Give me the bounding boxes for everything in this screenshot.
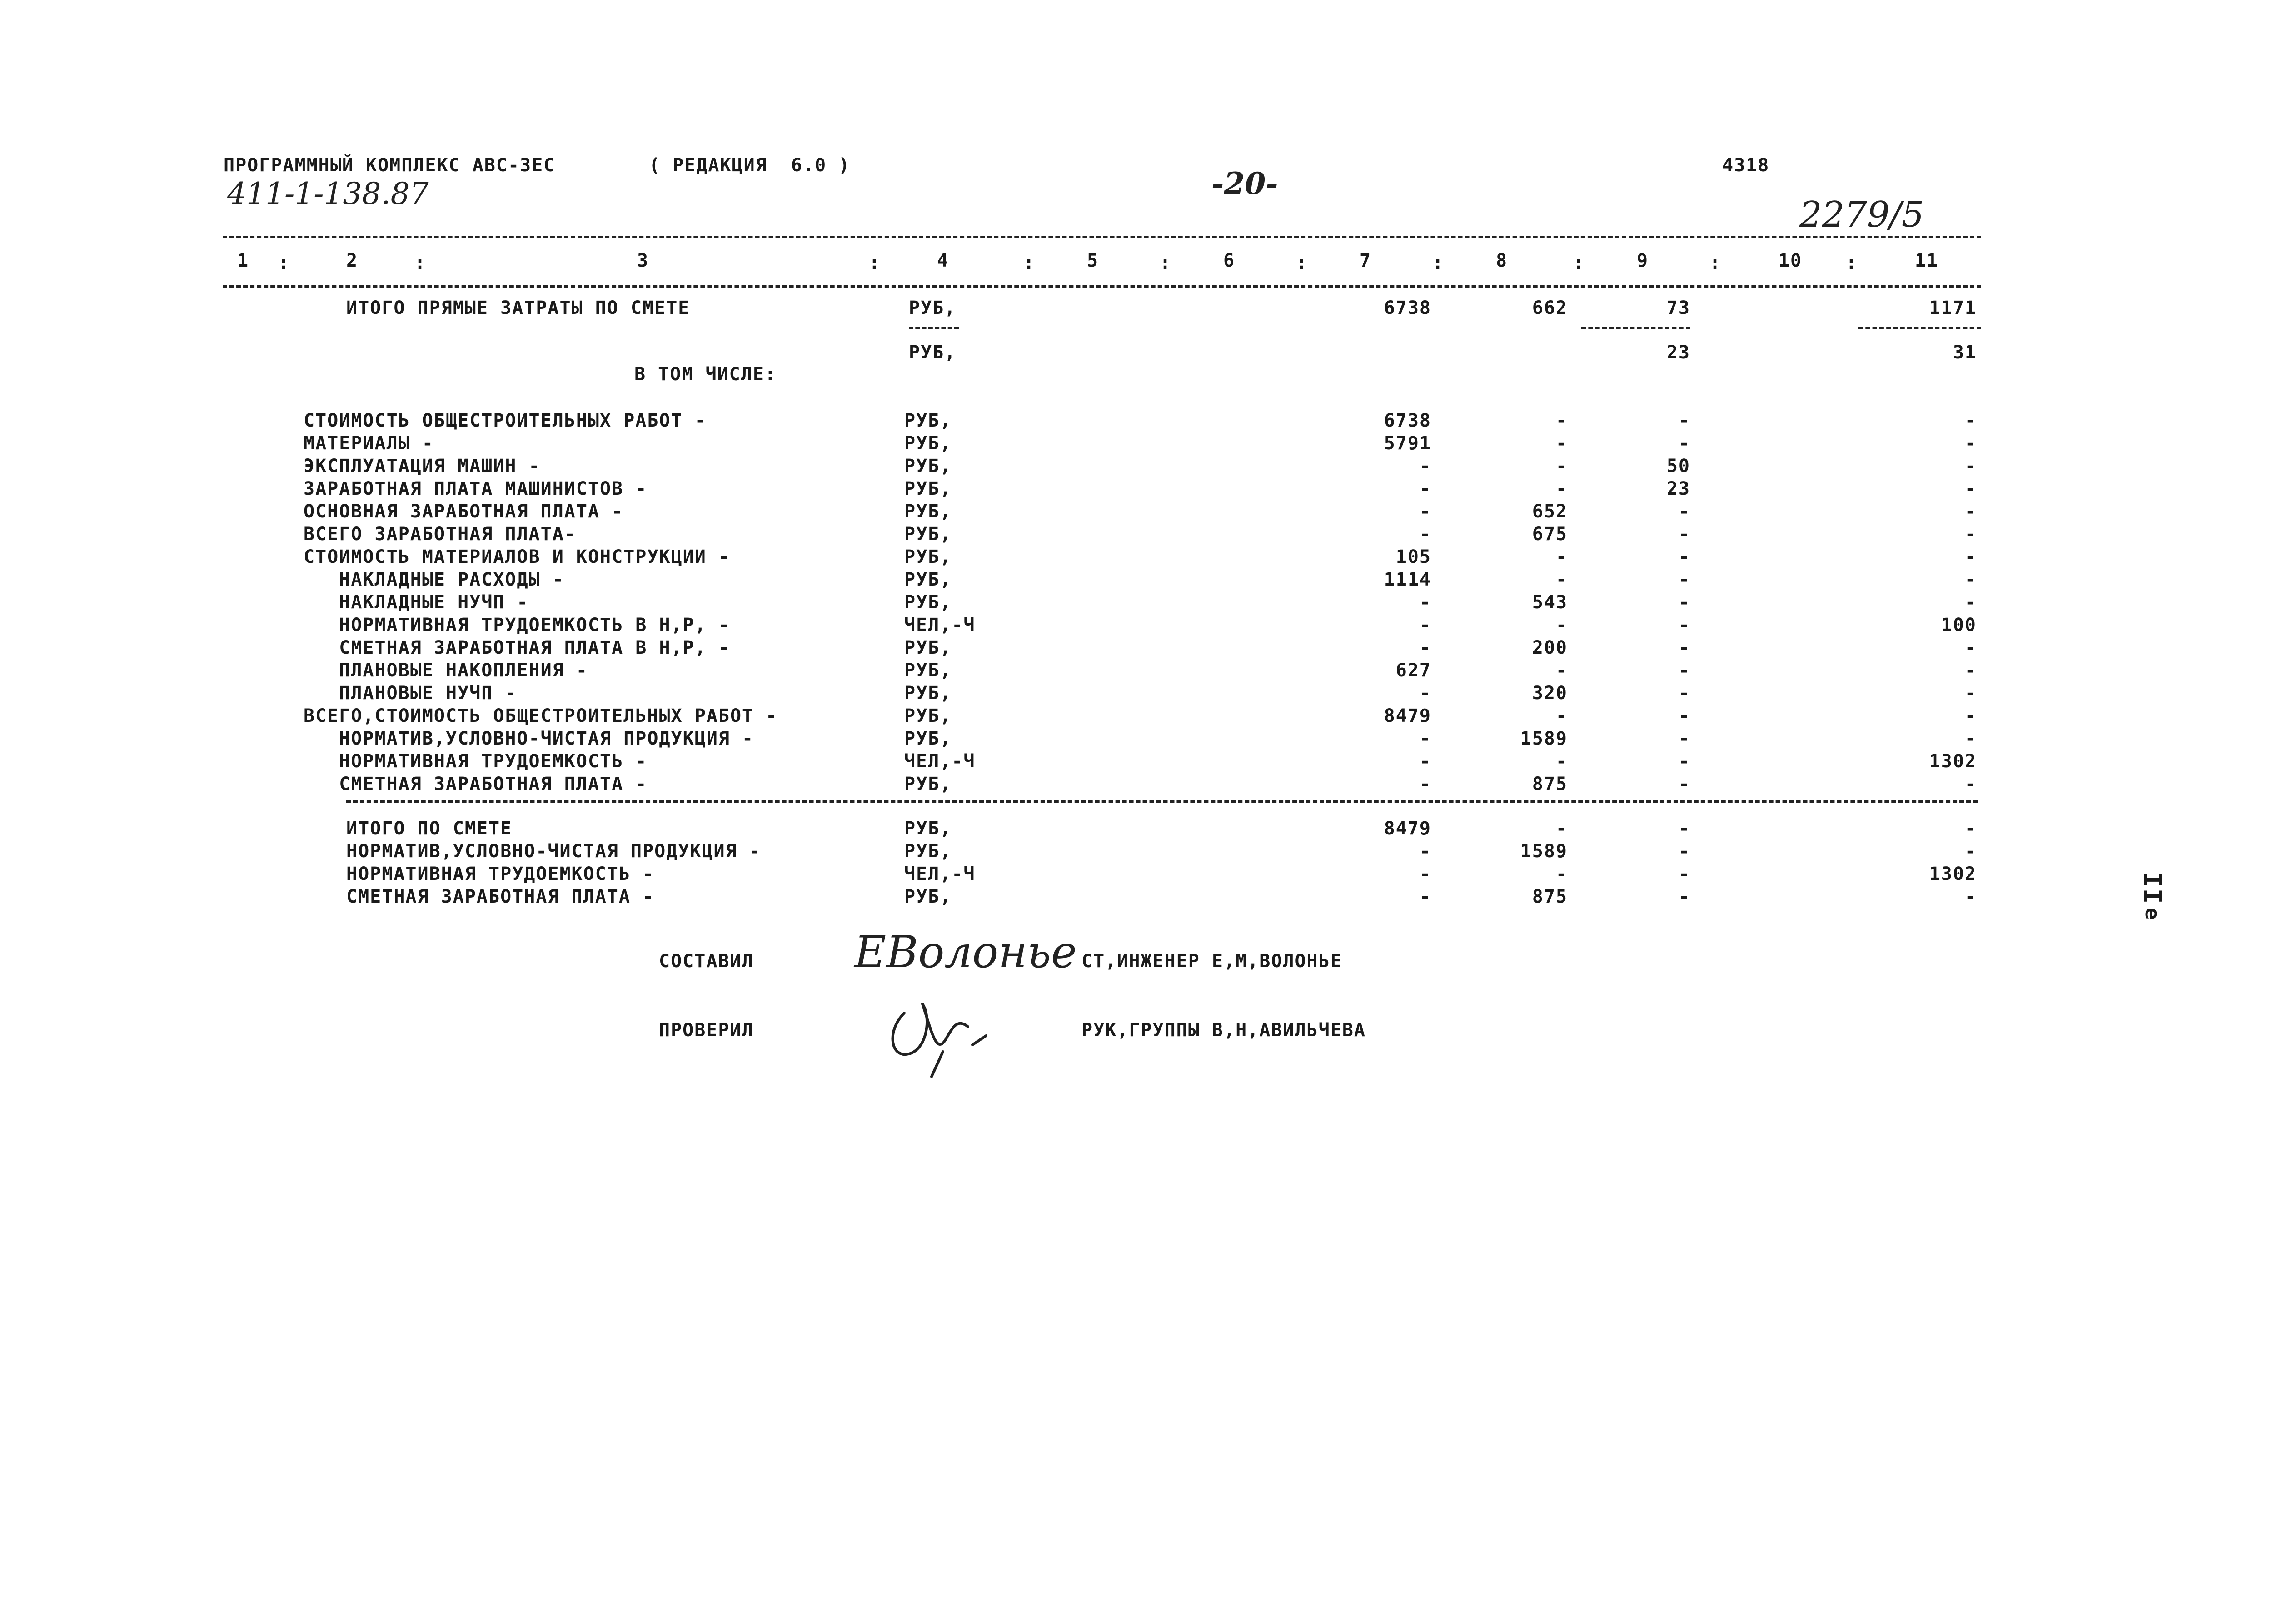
- row-label: НОРМАТИВ,УСЛОВНО-ЧИСТАЯ ПРОДУКЦИЯ -: [304, 728, 754, 749]
- col-separator: :: [1296, 253, 1308, 273]
- totals-label: ИТОГО ПРЯМЫЕ ЗАТРАТЫ ПО СМЕТЕ: [346, 298, 690, 318]
- totals-unit: РУБ,: [909, 298, 957, 318]
- row-col11: -: [1964, 592, 1977, 613]
- side-mark-sub: e: [2141, 908, 2164, 921]
- row-label: СМЕТНАЯ ЗАРАБОТНАЯ ПЛАТА В Н,Р, -: [304, 637, 730, 658]
- row-unit: РУБ,: [904, 774, 952, 795]
- row-col7: -: [1419, 886, 1431, 907]
- col-header-1: 1: [237, 250, 249, 271]
- row-col11: -: [1964, 569, 1977, 590]
- row-unit: РУБ,: [904, 660, 952, 681]
- row-unit: РУБ,: [904, 456, 952, 477]
- row-label: ПЛАНОВЫЕ НУЧП -: [304, 683, 517, 704]
- row-col7: -: [1419, 637, 1431, 658]
- row-col8: -: [1555, 410, 1568, 431]
- col-separator: :: [869, 253, 881, 273]
- program-title: ПРОГРАММНЫЙ КОМПЛЕКС АВС-3ЕС: [224, 155, 556, 176]
- row-col8: -: [1555, 660, 1568, 681]
- compiled-label: СОСТАВИЛ: [659, 951, 754, 972]
- row-col7: -: [1419, 615, 1431, 636]
- row-col9: -: [1678, 524, 1690, 545]
- row-col9: -: [1678, 592, 1690, 613]
- row-col8: 1589: [1520, 841, 1568, 862]
- totals-unit2: РУБ,: [909, 342, 957, 363]
- row-unit: РУБ,: [904, 501, 952, 522]
- row-label: НОРМАТИВНАЯ ТРУДОЕМКОСТЬ -: [346, 864, 655, 884]
- row-col9: -: [1678, 546, 1690, 567]
- row-label: СТОИМОСТЬ ОБЩЕСТРОИТЕЛЬНЫХ РАБОТ -: [304, 410, 707, 431]
- row-col9: -: [1678, 751, 1690, 772]
- row-col7: -: [1419, 841, 1431, 862]
- row-label: МАТЕРИАЛЫ -: [304, 433, 434, 454]
- row-col9: 50: [1666, 456, 1690, 477]
- col-header-7: 7: [1359, 250, 1372, 271]
- row-col7: -: [1419, 592, 1431, 613]
- row-col9: -: [1678, 501, 1690, 522]
- row-col7: -: [1419, 864, 1431, 884]
- col-separator: :: [414, 253, 427, 273]
- row-col11: -: [1964, 841, 1977, 862]
- totals-c11: 1171: [1929, 298, 1977, 318]
- row-col8: -: [1555, 864, 1568, 884]
- col-header-8: 8: [1495, 250, 1508, 271]
- row-col11: -: [1964, 705, 1977, 726]
- row-unit: РУБ,: [904, 546, 952, 567]
- row-col8: 875: [1532, 774, 1568, 795]
- row-col8: -: [1555, 705, 1568, 726]
- row-col11: -: [1964, 433, 1977, 454]
- row-label: НАКЛАДНЫЕ РАСХОДЫ -: [304, 569, 564, 590]
- row-label: ОСНОВНАЯ ЗАРАБОТНАЯ ПЛАТА -: [304, 501, 624, 522]
- row-col8: 543: [1532, 592, 1568, 613]
- row-col9: 23: [1666, 478, 1690, 499]
- totals-c8: 662: [1532, 298, 1568, 318]
- col-header-2: 2: [346, 250, 359, 271]
- row-col8: -: [1555, 615, 1568, 636]
- row-unit: РУБ,: [904, 818, 952, 839]
- compiled-signature: ЕВолонье: [854, 927, 1077, 978]
- stamp-number: 2279/5: [1799, 194, 1924, 235]
- checked-label: ПРОВЕРИЛ: [659, 1020, 754, 1041]
- row-col9: -: [1678, 841, 1690, 862]
- row-col9: -: [1678, 637, 1690, 658]
- row-col11: 1302: [1929, 864, 1977, 884]
- row-col7: 5791: [1384, 433, 1431, 454]
- totals-c9-sub: 23: [1666, 342, 1690, 363]
- rule-under-headers: [223, 285, 1981, 288]
- totals-c7: 6738: [1384, 298, 1431, 318]
- row-col7: 8479: [1384, 818, 1431, 839]
- row-unit: РУБ,: [904, 478, 952, 499]
- col-separator: :: [1846, 253, 1858, 273]
- row-label: НОРМАТИВ,УСЛОВНО-ЧИСТАЯ ПРОДУКЦИЯ -: [346, 841, 761, 862]
- row-col7: -: [1419, 774, 1431, 795]
- row-col8: -: [1555, 569, 1568, 590]
- row-unit: РУБ,: [904, 886, 952, 907]
- row-col7: -: [1419, 478, 1431, 499]
- col-separator: :: [278, 253, 290, 273]
- row-col7: 1114: [1384, 569, 1431, 590]
- row-col7: 105: [1395, 546, 1431, 567]
- page-number: -20-: [1211, 166, 1278, 201]
- rule-final: [346, 800, 1978, 803]
- row-unit: РУБ,: [904, 592, 952, 613]
- row-unit: РУБ,: [904, 705, 952, 726]
- row-label: НОРМАТИВНАЯ ТРУДОЕМКОСТЬ -: [304, 751, 648, 772]
- rule-top: [223, 236, 1981, 238]
- row-col8: 652: [1532, 501, 1568, 522]
- row-col11: 100: [1941, 615, 1977, 636]
- rule-unit: [909, 327, 959, 329]
- col-header-3: 3: [637, 250, 649, 271]
- row-col8: 875: [1532, 886, 1568, 907]
- rule-c11: [1858, 327, 1981, 329]
- row-col11: -: [1964, 546, 1977, 567]
- row-col8: -: [1555, 818, 1568, 839]
- row-unit: РУБ,: [904, 841, 952, 862]
- col-separator: :: [1573, 253, 1585, 273]
- side-mark: II: [2137, 872, 2167, 905]
- compiled-name: СТ,ИНЖЕНЕР Е,М,ВОЛОНЬЕ: [1081, 951, 1342, 972]
- row-col8: 200: [1532, 637, 1568, 658]
- doc-code: 411-1-138.87: [227, 176, 429, 211]
- rule-c9: [1581, 327, 1690, 329]
- row-col11: -: [1964, 728, 1977, 749]
- checked-signature: [877, 977, 1013, 1081]
- row-col7: -: [1419, 728, 1431, 749]
- row-col11: -: [1964, 683, 1977, 704]
- row-col9: -: [1678, 660, 1690, 681]
- totals-c9: 73: [1666, 298, 1690, 318]
- row-col9: -: [1678, 886, 1690, 907]
- col-header-5: 5: [1086, 250, 1099, 271]
- row-col7: 8479: [1384, 705, 1431, 726]
- row-col9: -: [1678, 728, 1690, 749]
- row-col7: -: [1419, 501, 1431, 522]
- edition-label: ( РЕДАКЦИЯ 6.0 ): [649, 155, 851, 176]
- row-col8: -: [1555, 546, 1568, 567]
- row-unit: РУБ,: [904, 524, 952, 545]
- col-separator: :: [1709, 253, 1722, 273]
- row-col8: -: [1555, 456, 1568, 477]
- row-col11: -: [1964, 886, 1977, 907]
- row-col11: -: [1964, 774, 1977, 795]
- row-col11: -: [1964, 660, 1977, 681]
- row-unit: РУБ,: [904, 637, 952, 658]
- row-label: ЗАРАБОТНАЯ ПЛАТА МАШИНИСТОВ -: [304, 478, 648, 499]
- row-col11: -: [1964, 637, 1977, 658]
- row-col8: -: [1555, 478, 1568, 499]
- row-col8: 320: [1532, 683, 1568, 704]
- row-col8: 1589: [1520, 728, 1568, 749]
- row-col8: -: [1555, 751, 1568, 772]
- row-unit: РУБ,: [904, 410, 952, 431]
- row-col8: -: [1555, 433, 1568, 454]
- subheading: В ТОМ ЧИСЛЕ:: [634, 364, 777, 385]
- row-col11: -: [1964, 456, 1977, 477]
- col-header-4: 4: [937, 250, 949, 271]
- row-col7: -: [1419, 683, 1431, 704]
- row-col11: -: [1964, 478, 1977, 499]
- row-label: НОРМАТИВНАЯ ТРУДОЕМКОСТЬ В Н,Р, -: [304, 615, 730, 636]
- col-separator: :: [1432, 253, 1445, 273]
- number-right: 4318: [1722, 155, 1770, 176]
- col-separator: :: [1160, 253, 1172, 273]
- row-col8: 675: [1532, 524, 1568, 545]
- row-col9: -: [1678, 615, 1690, 636]
- col-separator: :: [1023, 253, 1036, 273]
- row-col9: -: [1678, 818, 1690, 839]
- row-label: НАКЛАДНЫЕ НУЧП -: [304, 592, 529, 613]
- row-label: ИТОГО ПО СМЕТЕ: [346, 818, 513, 839]
- col-header-10: 10: [1778, 250, 1803, 271]
- row-col11: -: [1964, 524, 1977, 545]
- row-col7: -: [1419, 456, 1431, 477]
- row-col9: -: [1678, 774, 1690, 795]
- row-unit: ЧЕЛ,-Ч: [904, 615, 976, 636]
- row-col7: -: [1419, 751, 1431, 772]
- col-header-11: 11: [1914, 250, 1939, 271]
- row-label: СМЕТНАЯ ЗАРАБОТНАЯ ПЛАТА -: [304, 774, 648, 795]
- col-header-9: 9: [1636, 250, 1649, 271]
- row-label: СМЕТНАЯ ЗАРАБОТНАЯ ПЛАТА -: [346, 886, 655, 907]
- row-col9: -: [1678, 433, 1690, 454]
- row-label: ВСЕГО ЗАРАБОТНАЯ ПЛАТА-: [304, 524, 576, 545]
- checked-name: РУК,ГРУППЫ В,Н,АВИЛЬЧЕВА: [1081, 1020, 1366, 1041]
- col-header-6: 6: [1223, 250, 1236, 271]
- row-label: ВСЕГО,СТОИМОСТЬ ОБЩЕСТРОИТЕЛЬНЫХ РАБОТ -: [304, 705, 778, 726]
- row-label: СТОИМОСТЬ МАТЕРИАЛОВ И КОНСТРУКЦИИ -: [304, 546, 730, 567]
- row-col7: -: [1419, 524, 1431, 545]
- row-label: ЭКСПЛУАТАЦИЯ МАШИН -: [304, 456, 541, 477]
- row-col9: -: [1678, 864, 1690, 884]
- row-unit: ЧЕЛ,-Ч: [904, 751, 976, 772]
- row-unit: РУБ,: [904, 433, 952, 454]
- row-col9: -: [1678, 569, 1690, 590]
- row-col11: -: [1964, 818, 1977, 839]
- row-unit: РУБ,: [904, 569, 952, 590]
- row-col9: -: [1678, 705, 1690, 726]
- totals-c11-sub: 31: [1953, 342, 1977, 363]
- row-col7: 6738: [1384, 410, 1431, 431]
- row-unit: ЧЕЛ,-Ч: [904, 864, 976, 884]
- row-col9: -: [1678, 683, 1690, 704]
- row-col11: 1302: [1929, 751, 1977, 772]
- row-unit: РУБ,: [904, 728, 952, 749]
- row-col9: -: [1678, 410, 1690, 431]
- row-col7: 627: [1395, 660, 1431, 681]
- row-col11: -: [1964, 410, 1977, 431]
- row-unit: РУБ,: [904, 683, 952, 704]
- row-label: ПЛАНОВЫЕ НАКОПЛЕНИЯ -: [304, 660, 588, 681]
- row-col11: -: [1964, 501, 1977, 522]
